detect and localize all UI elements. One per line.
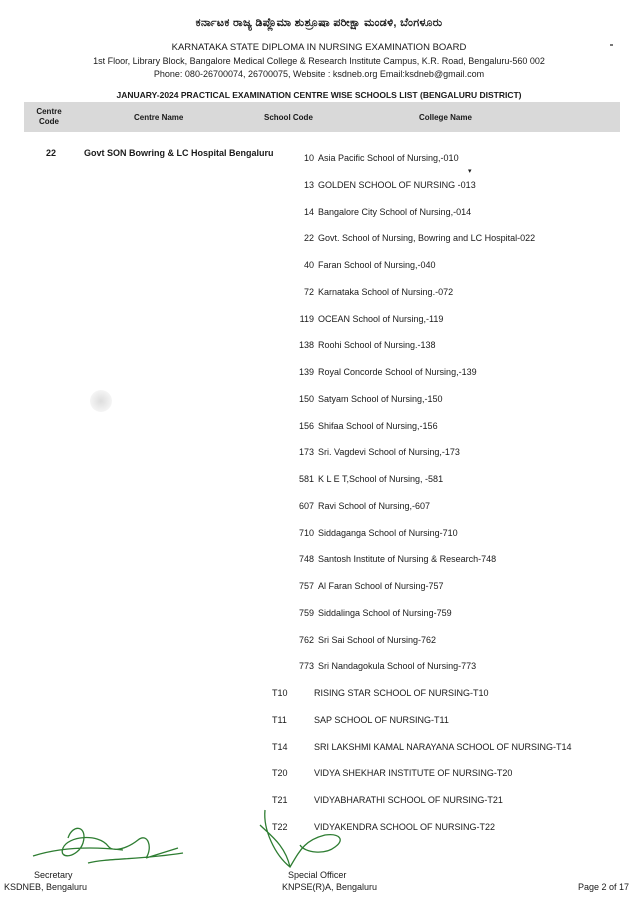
college-name: Govt. School of Nursing, Bowring and LC Hospital-022 — [318, 233, 536, 244]
secretary-signature — [28, 818, 188, 873]
school-code: 173 — [298, 447, 314, 458]
school-code: T20 — [272, 768, 288, 779]
header-college-name: College Name — [419, 113, 472, 122]
college-name: Satyam School of Nursing,-150 — [318, 393, 443, 404]
college-name: Roohi School of Nursing.-138 — [318, 340, 436, 351]
tick-mark: ▾ — [468, 168, 472, 175]
school-code: 156 — [298, 420, 314, 431]
school-code: 119 — [299, 313, 314, 324]
school-code: 607 — [298, 500, 314, 511]
school-code: T14 — [272, 741, 288, 752]
college-name: VIDYAKENDRA SCHOOL OF NURSING-T22 — [314, 821, 496, 832]
college-name: VIDYABHARATHI SCHOOL OF NURSING-T21 — [314, 795, 503, 805]
centre-name: Govt SON Bowring & LC Hospital Bengaluru — [84, 148, 274, 158]
school-code: 13 — [303, 179, 314, 190]
college-name: VIDYA SHEKHAR INSTITUTE OF NURSING-T20 — [314, 768, 513, 779]
school-code: 773 — [298, 661, 314, 672]
school-code: 759 — [298, 607, 314, 618]
school-code: T10 — [272, 688, 288, 698]
list-title: JANUARY-2024 PRACTICAL EXAMINATION CENTRE WISE SCHOOLS LIST (BENGALURU DISTRICT) — [116, 90, 522, 100]
college-name: Royal Concorde School of Nursing,-139 — [318, 367, 477, 377]
school-code: 139 — [298, 367, 314, 377]
scan-smudge — [90, 390, 112, 412]
college-name: Sri Nandagokula School of Nursing-773 — [318, 661, 477, 672]
secretary-title: Secretary — [34, 870, 73, 880]
college-name: K L E T,School of Nursing, -581 — [318, 474, 444, 484]
college-name: SRI LAKSHMI KAMAL NARAYANA SCHOOL OF NURSING-T14 — [314, 741, 572, 752]
school-code: T22 — [272, 821, 288, 832]
school-code: 10 — [303, 153, 314, 163]
school-code: 757 — [298, 581, 314, 591]
page-number: Page 2 of 17 — [578, 882, 630, 892]
college-name: Siddaganga School of Nursing-710 — [318, 527, 458, 538]
college-name: Siddalinga School of Nursing-759 — [318, 607, 452, 618]
school-code: T21 — [272, 795, 288, 805]
header-centre-name: Centre Name — [134, 113, 184, 122]
school-code: T11 — [272, 714, 287, 725]
header-school-code: School Code — [264, 113, 313, 122]
secretary-org: KSDNEB, Bengaluru — [4, 882, 88, 892]
college-name: Shifaa School of Nursing,-156 — [318, 420, 438, 431]
centre-code: 22 — [46, 148, 57, 158]
college-name: Santosh Institute of Nursing & Research-748 — [318, 554, 497, 565]
table-header — [24, 102, 620, 132]
signature-stroke — [33, 828, 183, 863]
kannada-board-title: ಕರ್ನಾಟಕ ರಾಜ್ಯ ಡಿಪ್ಲೊಮಾ ಶುಶ್ರೂಷಾ ಪರೀಕ್ಷಾ ಮಂಡಳಿ, ಬೆಂಗಳೂರು — [195, 17, 443, 29]
board-address: 1st Floor, Library Block, Bangalore Medical College & Research Institute Campus, K.R. Road, Bengaluru-560 002 — [93, 56, 545, 66]
college-name: Sri Sai School of Nursing-762 — [318, 634, 437, 645]
school-code: 14 — [303, 206, 314, 217]
header-centre-code: Centre Code — [36, 107, 62, 126]
school-code: 138 — [298, 340, 314, 351]
signature-stroke — [260, 810, 340, 867]
college-name: Asia Pacific School of Nursing,-010 — [318, 153, 459, 163]
college-name: Karnataka School of Nursing.-072 — [318, 286, 454, 297]
school-code: 150 — [298, 393, 314, 404]
college-name: Sri. Vagdevi School of Nursing,-173 — [318, 447, 460, 458]
special-officer-org: KNPSE(R)A, Bengaluru — [282, 882, 378, 892]
school-code: 748 — [298, 554, 314, 565]
school-code: 581 — [298, 474, 314, 484]
board-name: KARNATAKA STATE DIPLOMA IN NURSING EXAMINATION BOARD — [171, 42, 467, 53]
special-officer-title: Special Officer — [288, 870, 347, 880]
school-code: 710 — [298, 527, 314, 538]
college-name: Al Faran School of Nursing-757 — [318, 581, 444, 591]
school-code: 72 — [303, 286, 314, 297]
special-officer-signature — [245, 805, 355, 875]
college-name: Ravi School of Nursing,-607 — [318, 500, 431, 511]
board-contact: Phone: 080-26700074, 26700075, Website : ksdneb.org Email:ksdneb@gmail.com — [153, 69, 485, 79]
college-name: OCEAN School of Nursing,-119 — [318, 313, 444, 324]
college-name: Faran School of Nursing,-040 — [318, 260, 436, 270]
school-code: 22 — [303, 233, 314, 244]
college-name: RISING STAR SCHOOL OF NURSING-T10 — [314, 688, 489, 698]
college-name: GOLDEN SCHOOL OF NURSING -013 — [318, 179, 476, 190]
college-name: Bangalore City School of Nursing,-014 — [318, 206, 472, 217]
school-code: 40 — [303, 260, 314, 270]
college-name: SAP SCHOOL OF NURSING-T11 — [314, 714, 449, 725]
school-code: 762 — [298, 634, 314, 645]
